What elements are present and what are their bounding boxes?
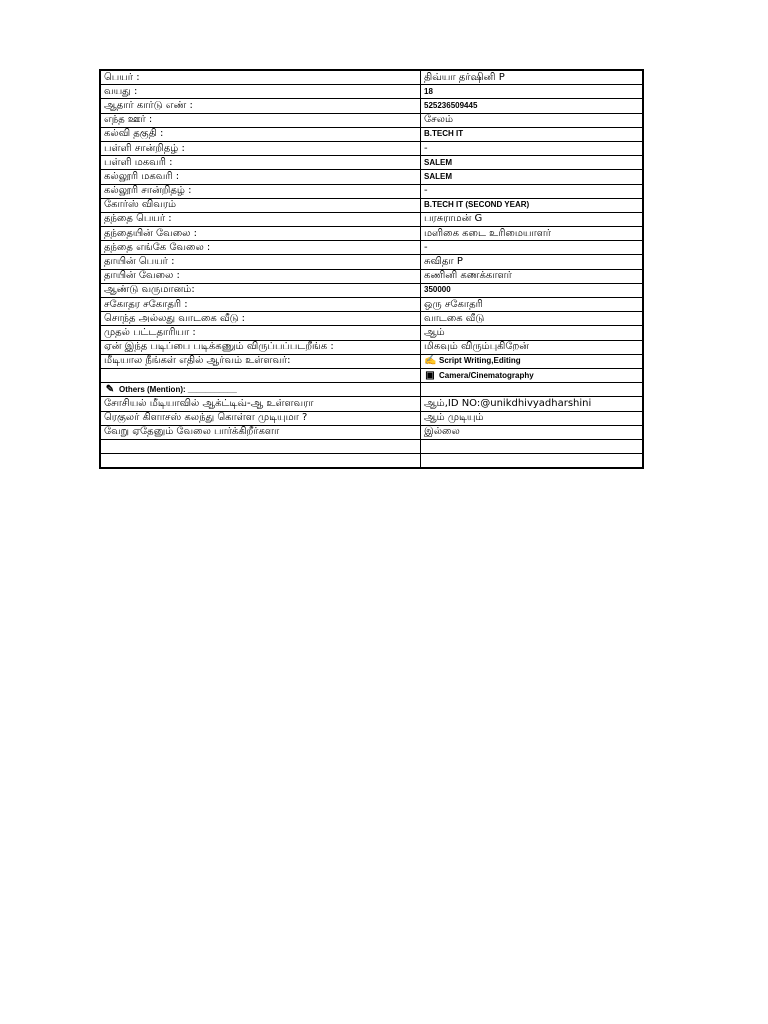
field-value-cell xyxy=(421,425,644,439)
table-row xyxy=(100,312,643,326)
table-row xyxy=(100,298,643,312)
field-value: கணினி கணக்காளர் xyxy=(424,270,512,282)
field-label-cell xyxy=(100,283,421,297)
field-value: சுவிதா P xyxy=(424,256,463,268)
table-row xyxy=(100,340,643,354)
field-label-cell xyxy=(100,141,421,155)
table-row xyxy=(100,241,643,255)
field-label: தந்தை எங்கே வேலை : xyxy=(104,241,211,253)
field-value: பரசுராமன் G xyxy=(424,213,483,225)
field-value: SALEM xyxy=(424,171,452,181)
field-label-cell xyxy=(100,454,421,469)
table-row xyxy=(100,411,643,425)
field-label-cell xyxy=(100,312,421,326)
field-value-cell xyxy=(421,283,644,297)
field-label-cell xyxy=(100,298,421,312)
field-label-cell xyxy=(100,439,421,453)
field-value-cell xyxy=(421,255,644,269)
field-value-cell xyxy=(421,397,644,411)
field-label-cell xyxy=(100,397,421,411)
field-label-cell xyxy=(100,269,421,283)
field-value-cell xyxy=(421,269,644,283)
table-row xyxy=(100,269,643,283)
field-value: மளிகை கடை உரிமையாளர் xyxy=(424,227,551,239)
field-label: எந்த ஊர் : xyxy=(104,114,153,126)
field-label: தாயின் வேலை : xyxy=(104,270,180,282)
field-value-cell xyxy=(421,354,644,368)
writing-icon: ✍ xyxy=(424,355,437,367)
field-label-cell xyxy=(100,241,421,255)
field-value: Script Writing,Editing xyxy=(439,356,521,366)
field-label-cell xyxy=(100,156,421,170)
field-value: ஆம்,ID NO:@unikdhivyadharshini xyxy=(424,397,592,409)
field-value-cell xyxy=(421,127,644,141)
field-label: சகோதர சகோதரி : xyxy=(104,298,188,310)
field-value: ஆம் முடியும் xyxy=(424,412,484,424)
table-row xyxy=(100,170,643,184)
field-label: கல்வி தகுதி : xyxy=(104,128,164,140)
field-value-cell xyxy=(421,340,644,354)
table-row xyxy=(100,354,643,368)
field-label: ஏன் இந்த படிப்பை படிக்கணும் விருப்பப்படறீங்க : xyxy=(104,341,334,353)
pencil-icon: ✎ xyxy=(105,383,115,395)
field-value: - xyxy=(424,185,428,197)
field-label: பள்ளி மகவரி : xyxy=(104,156,173,168)
field-label-cell xyxy=(100,113,421,127)
field-label: தாயின் பெயர் : xyxy=(104,256,175,268)
table-row xyxy=(100,85,643,99)
field-label-cell xyxy=(100,368,421,382)
field-value: மிகவும் விரும்புகிறேன் xyxy=(424,341,529,353)
field-label-cell xyxy=(100,70,421,85)
field-value-cell xyxy=(421,99,644,113)
table-row xyxy=(100,397,643,411)
field-label: Others (Mention): ___________ xyxy=(119,384,237,394)
table-row xyxy=(100,227,643,241)
field-label-cell xyxy=(100,326,421,340)
field-label: வயது : xyxy=(104,85,138,97)
field-value: - xyxy=(424,142,428,154)
field-label: வேறு ஏதேனும் வேலை பார்க்கிறீர்களா xyxy=(104,426,280,438)
field-label: ஆண்டு வருமானம்: xyxy=(104,284,195,296)
table-row xyxy=(100,383,643,397)
field-label: பள்ளி சான்றிதழ் : xyxy=(104,142,185,154)
field-value-cell xyxy=(421,454,644,469)
field-value-cell xyxy=(421,156,644,170)
field-label-cell xyxy=(100,354,421,368)
field-label-cell xyxy=(100,411,421,425)
field-label-cell xyxy=(100,340,421,354)
field-value: B.TECH IT (SECOND YEAR) xyxy=(424,200,530,210)
field-value: திவ்யா தர்ஷினி P xyxy=(424,71,505,83)
field-label-cell xyxy=(100,212,421,226)
field-value: - xyxy=(424,241,428,253)
form-rows xyxy=(100,70,643,468)
field-value-cell xyxy=(421,184,644,198)
field-value: SALEM xyxy=(424,157,452,167)
field-label: ஆதார் கார்டு எண் : xyxy=(104,99,193,111)
field-label-cell xyxy=(100,227,421,241)
field-value: 18 xyxy=(424,86,433,96)
table-row xyxy=(100,99,643,113)
table-row xyxy=(100,113,643,127)
field-label: தந்தையின் வேலை : xyxy=(104,227,198,239)
table-row xyxy=(100,283,643,297)
field-label: முதல் பட்டதாரியா : xyxy=(104,326,196,338)
field-value: வாடகை வீடு xyxy=(424,312,485,324)
field-value-cell xyxy=(421,70,644,85)
table-row xyxy=(100,425,643,439)
field-value-cell xyxy=(421,326,644,340)
field-value-cell xyxy=(421,411,644,425)
table-row xyxy=(100,439,643,453)
field-value-cell xyxy=(421,312,644,326)
field-label: கல்லூரி சான்றிதழ் : xyxy=(104,185,192,197)
field-label: ரெகுலர் கிளாசஸ் கலந்து கொள்ள முடியுமா ? xyxy=(104,412,308,424)
field-value-cell xyxy=(421,170,644,184)
table-row xyxy=(100,156,643,170)
field-label-cell xyxy=(100,425,421,439)
field-value-cell xyxy=(421,198,644,212)
field-value: B.TECH IT xyxy=(424,129,464,139)
field-label-cell xyxy=(100,184,421,198)
field-value-cell xyxy=(421,383,644,397)
field-value: ஒரு சகோதரி xyxy=(424,298,483,310)
field-label-cell xyxy=(100,383,421,397)
field-label: சோசியல் மீடியாவில் ஆக்ட்டிவ்-ஆ உள்ளவரா xyxy=(104,397,314,409)
field-label-cell xyxy=(100,198,421,212)
field-value-cell xyxy=(421,368,644,382)
form-table xyxy=(99,69,644,469)
field-label: மீடியால நீங்கள் எதில் ஆர்வம் உள்ளவர்: xyxy=(104,355,291,367)
table-row xyxy=(100,212,643,226)
field-value: Camera/Cinematography xyxy=(439,370,534,380)
table-row xyxy=(100,70,643,85)
field-value-cell xyxy=(421,298,644,312)
field-value: இல்லை xyxy=(424,426,460,438)
field-label-cell xyxy=(100,255,421,269)
table-row xyxy=(100,198,643,212)
field-label: தந்தை பெயர் : xyxy=(104,213,172,225)
field-value-cell xyxy=(421,113,644,127)
field-value-cell xyxy=(421,141,644,155)
table-row xyxy=(100,326,643,340)
field-label: கோர்ஸ் விவரம் xyxy=(104,199,177,211)
field-value: சேலம் xyxy=(424,114,453,126)
field-value: ஆம் xyxy=(424,326,445,338)
field-label-cell xyxy=(100,127,421,141)
field-value-cell xyxy=(421,212,644,226)
field-value-cell xyxy=(421,227,644,241)
camera-icon: ▣ xyxy=(425,369,435,381)
field-label-cell xyxy=(100,170,421,184)
field-label: சொந்த அல்லது வாடகை வீடு : xyxy=(104,312,246,324)
field-value: 350000 xyxy=(424,285,451,295)
field-label-cell xyxy=(100,85,421,99)
table-row xyxy=(100,255,643,269)
field-label: கல்லூரி மகவரி : xyxy=(104,170,180,182)
field-value-cell xyxy=(421,241,644,255)
table-row xyxy=(100,127,643,141)
table-row xyxy=(100,454,643,469)
field-value-cell xyxy=(421,439,644,453)
field-label: பெயர் : xyxy=(104,71,140,83)
table-row xyxy=(100,184,643,198)
table-row xyxy=(100,368,643,382)
table-row xyxy=(100,141,643,155)
field-value: 525236509445 xyxy=(424,100,478,110)
field-value-cell xyxy=(421,85,644,99)
field-label-cell xyxy=(100,99,421,113)
